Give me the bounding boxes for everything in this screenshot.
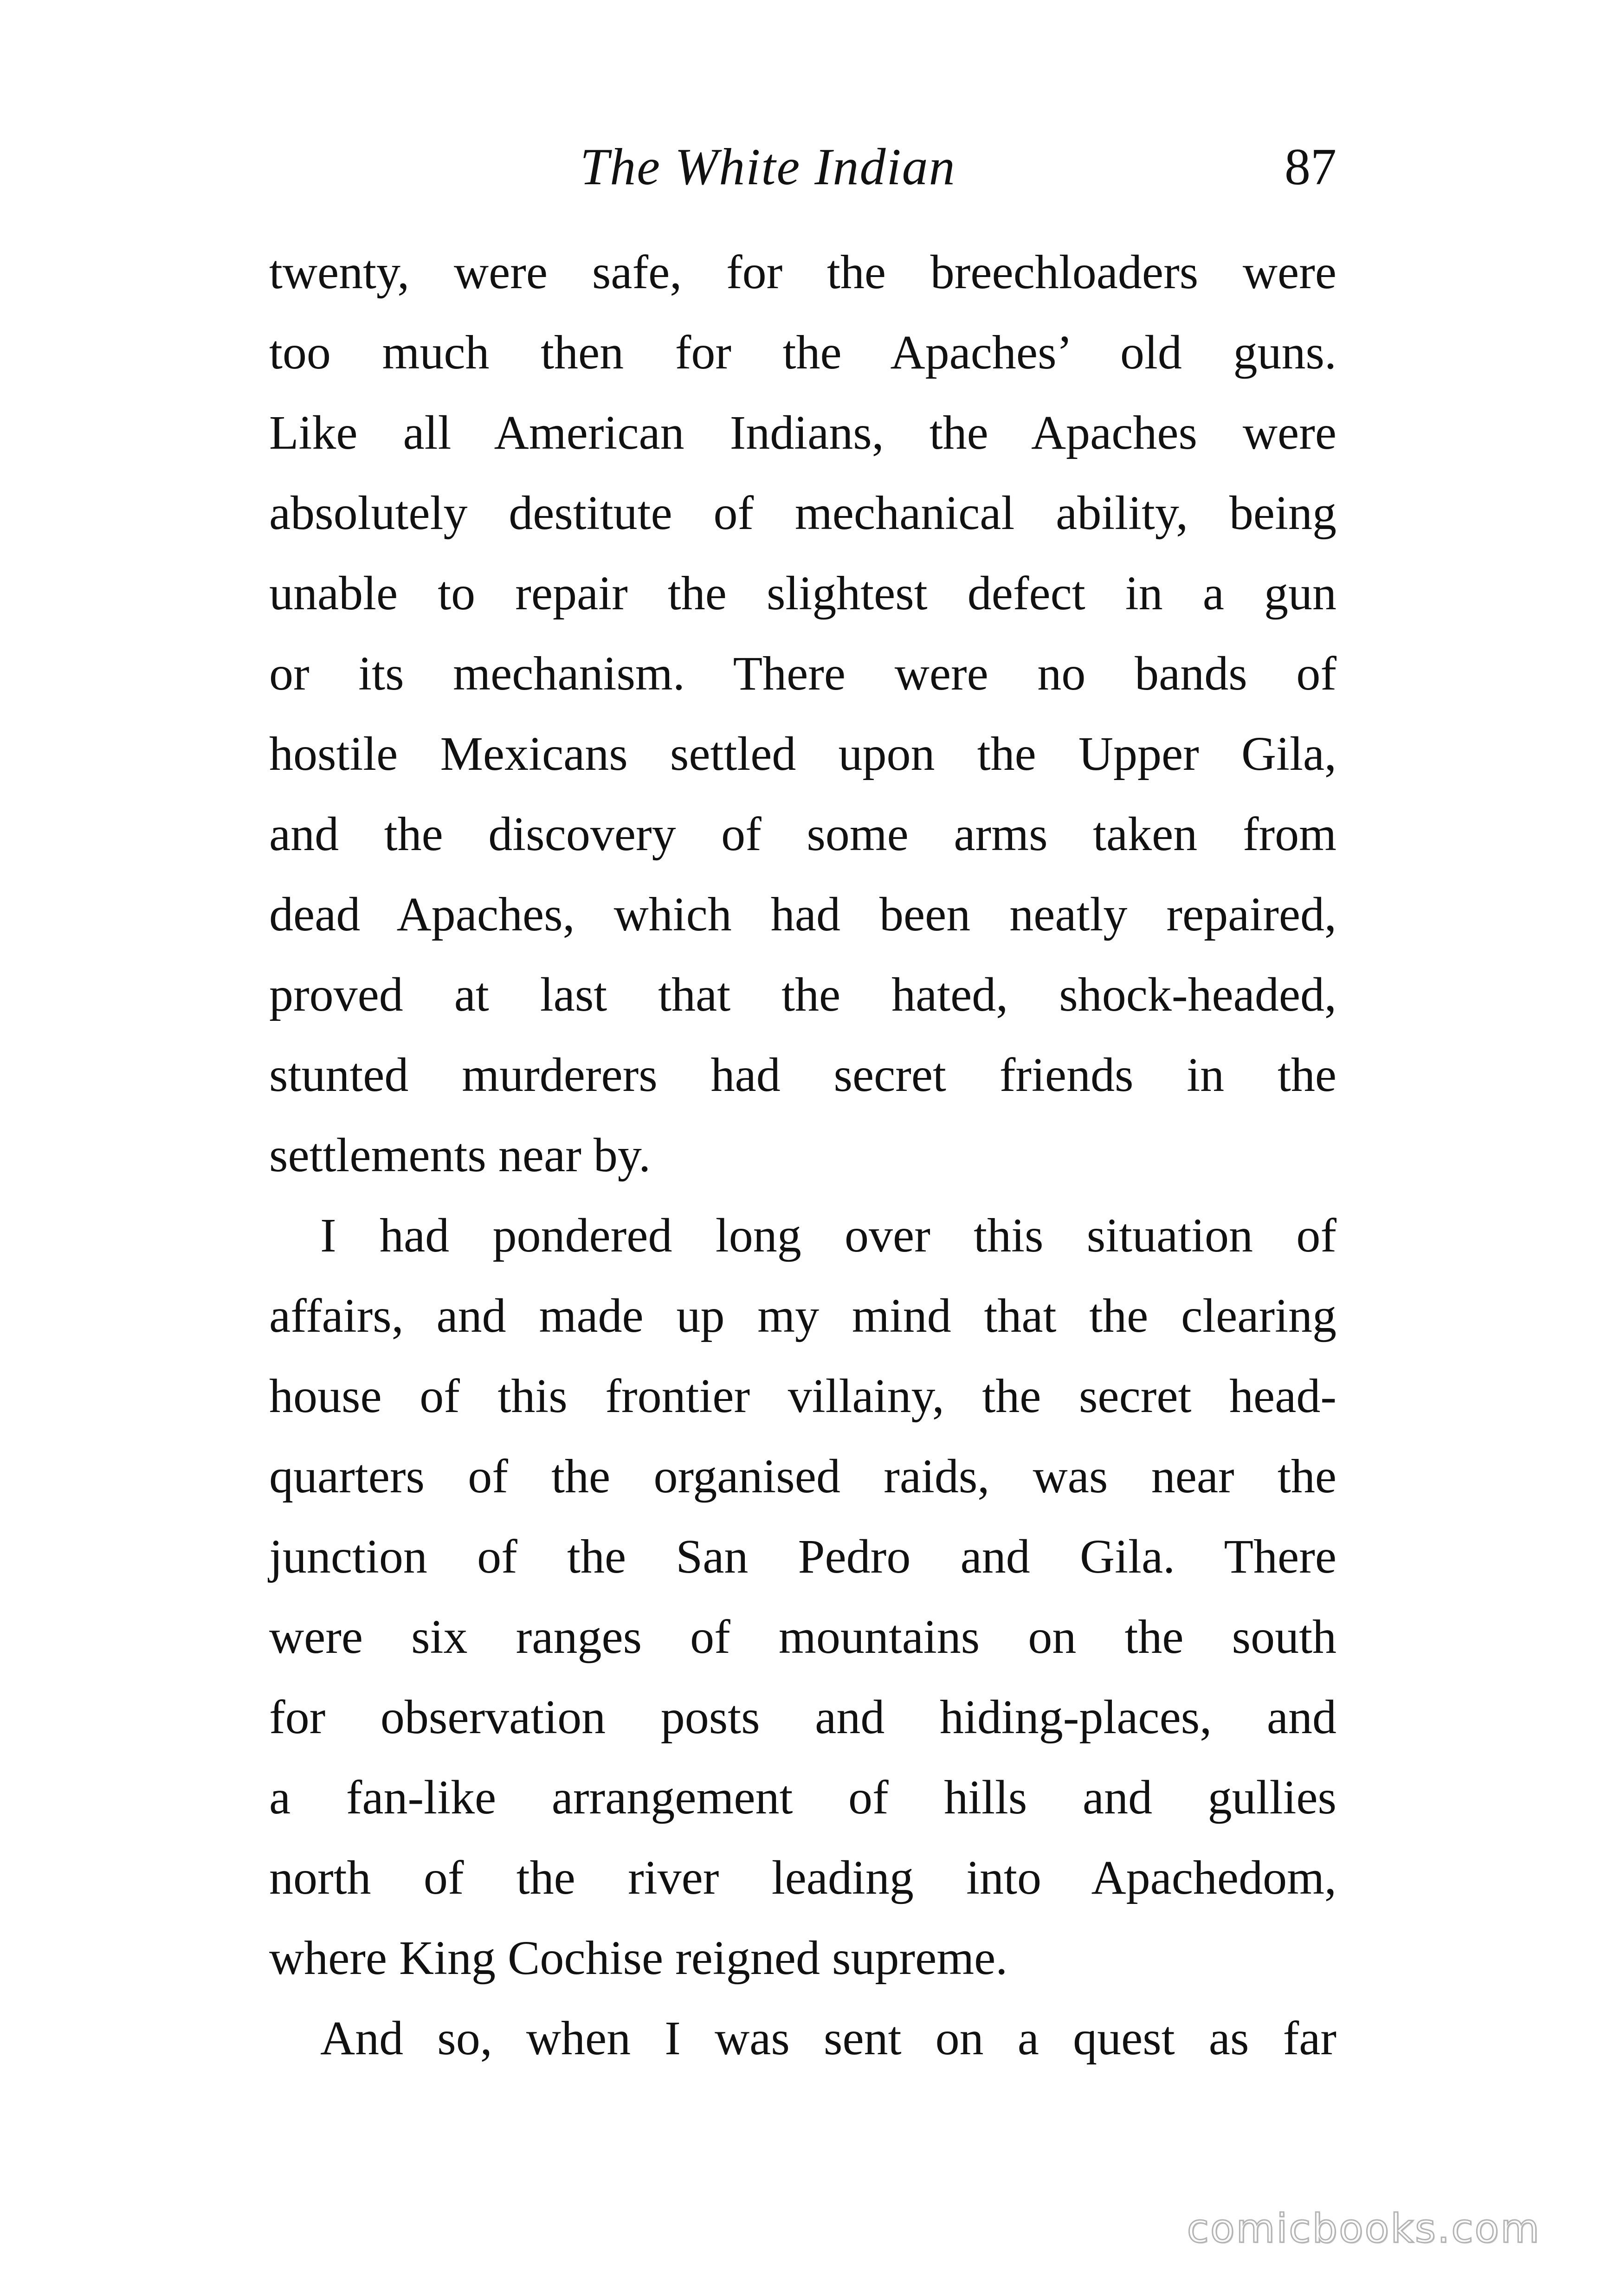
text-line: house of this frontier villainy, the secret head- xyxy=(269,1369,1336,1423)
text-line: stunted murderers had secret friends in the xyxy=(269,1048,1336,1102)
text-line: north of the river leading into Apachedom, xyxy=(269,1851,1336,1904)
text-line: affairs, and made up my mind that the clearing xyxy=(269,1289,1336,1342)
running-head xyxy=(269,135,1336,209)
text-line: settlements near by. xyxy=(269,1129,651,1182)
text-line: Like all American Indians, the Apaches were xyxy=(269,406,1336,459)
text-line: quarters of the organised raids, was near the xyxy=(269,1450,1336,1503)
text-line: a fan-like arrangement of hills and gullies xyxy=(269,1771,1336,1824)
text-line: proved at last that the hated, shock-headed, xyxy=(269,968,1336,1021)
text-line: unable to repair the slightest defect in a gun xyxy=(269,567,1336,620)
text-line: too much then for the Apaches’ old guns. xyxy=(269,326,1336,379)
page-number: 87 xyxy=(1285,138,1336,196)
text-line: were six ranges of mountains on the south xyxy=(269,1610,1336,1664)
text-line: where King Cochise reigned supreme. xyxy=(269,1931,1008,1985)
text-line: absolutely destitute of mechanical ability, being xyxy=(269,486,1336,540)
watermark-logo: comicbooks.com xyxy=(1187,2206,1541,2252)
text-line: or its mechanism. There were no bands of xyxy=(269,647,1336,700)
paragraph-start-line: I had pondered long over this situation of xyxy=(320,1209,1336,1262)
text-line: dead Apaches, which had been neatly repaired, xyxy=(269,888,1336,941)
text-line: and the discovery of some arms taken from xyxy=(269,807,1336,861)
body-text xyxy=(269,232,1336,2078)
running-title: The White Indian xyxy=(580,138,956,196)
text-line: for observation posts and hiding-places, and xyxy=(269,1690,1336,1744)
text-line: junction of the San Pedro and Gila. There xyxy=(269,1530,1336,1583)
text-line: twenty, were safe, for the breechloaders were xyxy=(269,245,1336,299)
paragraph-start-line: And so, when I was sent on a quest as far xyxy=(320,2012,1336,2065)
text-line: hostile Mexicans settled upon the Upper Gila, xyxy=(269,727,1336,780)
